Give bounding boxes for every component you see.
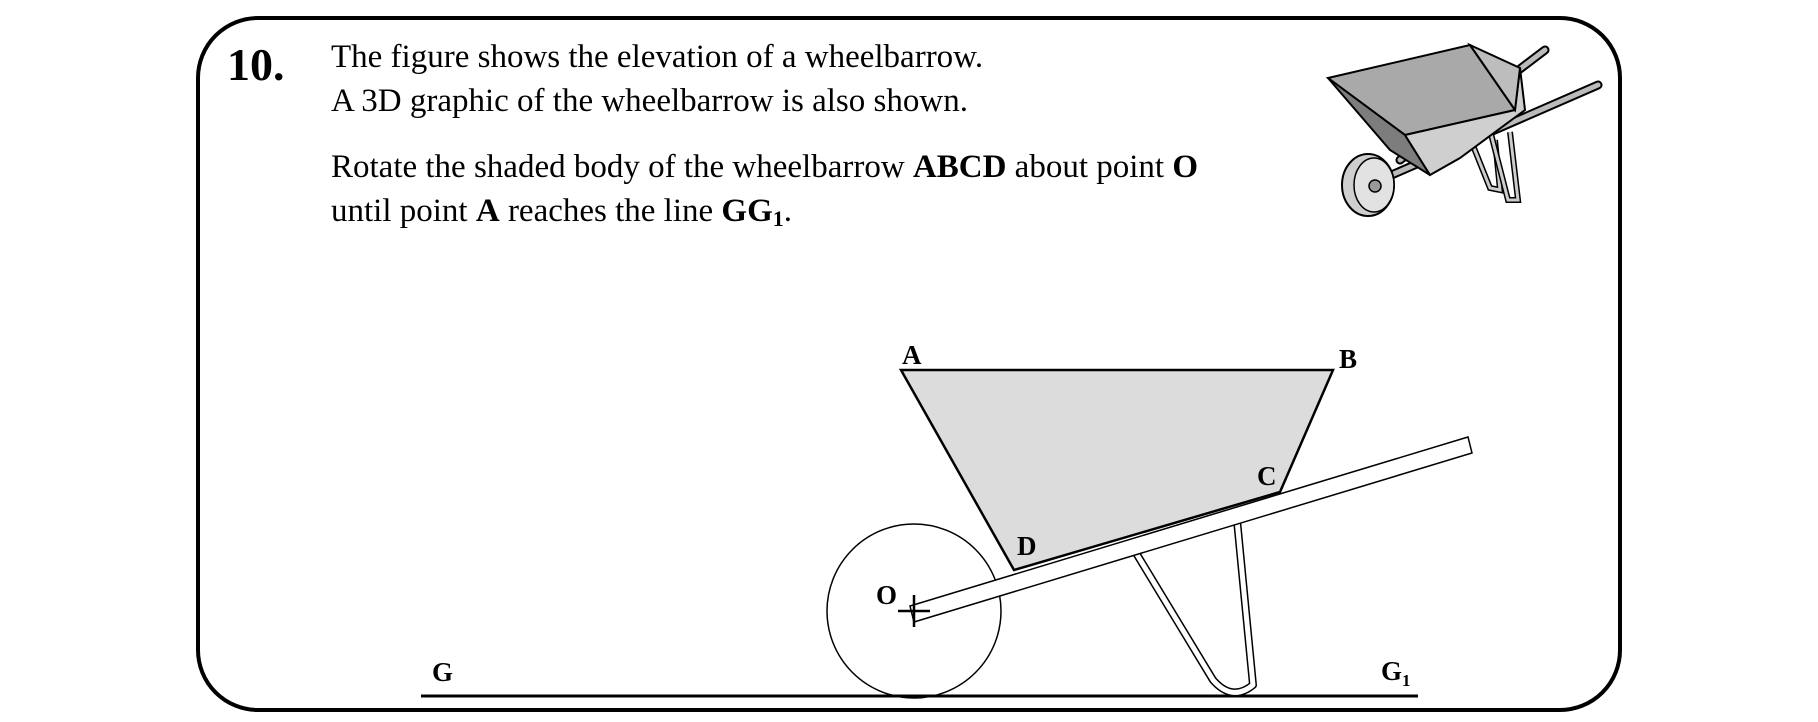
- line4-bold-gg: GG: [721, 193, 773, 229]
- label-c: C: [1257, 461, 1277, 491]
- question-number: 10.: [227, 39, 285, 90]
- line3-text-a: Rotate the shaded body of the wheelbarrow: [331, 149, 913, 185]
- line3-bold-o: O: [1172, 149, 1198, 185]
- line4-text-b: reaches the line: [499, 193, 722, 229]
- line4-subscript: 1: [772, 206, 784, 231]
- label-a: A: [902, 340, 922, 370]
- line4-text-c: .: [783, 193, 792, 229]
- label-g1: G: [1381, 656, 1403, 686]
- label-g: G: [432, 657, 454, 687]
- label-d: D: [1017, 531, 1037, 561]
- question-line-1: The figure shows the elevation of a wheelbarrow.: [331, 39, 984, 75]
- line4-text-a: until point: [331, 193, 476, 229]
- line3-text-b: about point: [1006, 149, 1173, 185]
- line4-bold-a: A: [475, 193, 500, 229]
- question-line-2: A 3D graphic of the wheelbarrow is also shown.: [331, 83, 968, 119]
- label-g1-subscript: 1: [1402, 671, 1411, 690]
- label-b: B: [1339, 344, 1358, 374]
- line3-bold-abcd: ABCD: [912, 149, 1007, 185]
- label-o: O: [876, 580, 898, 610]
